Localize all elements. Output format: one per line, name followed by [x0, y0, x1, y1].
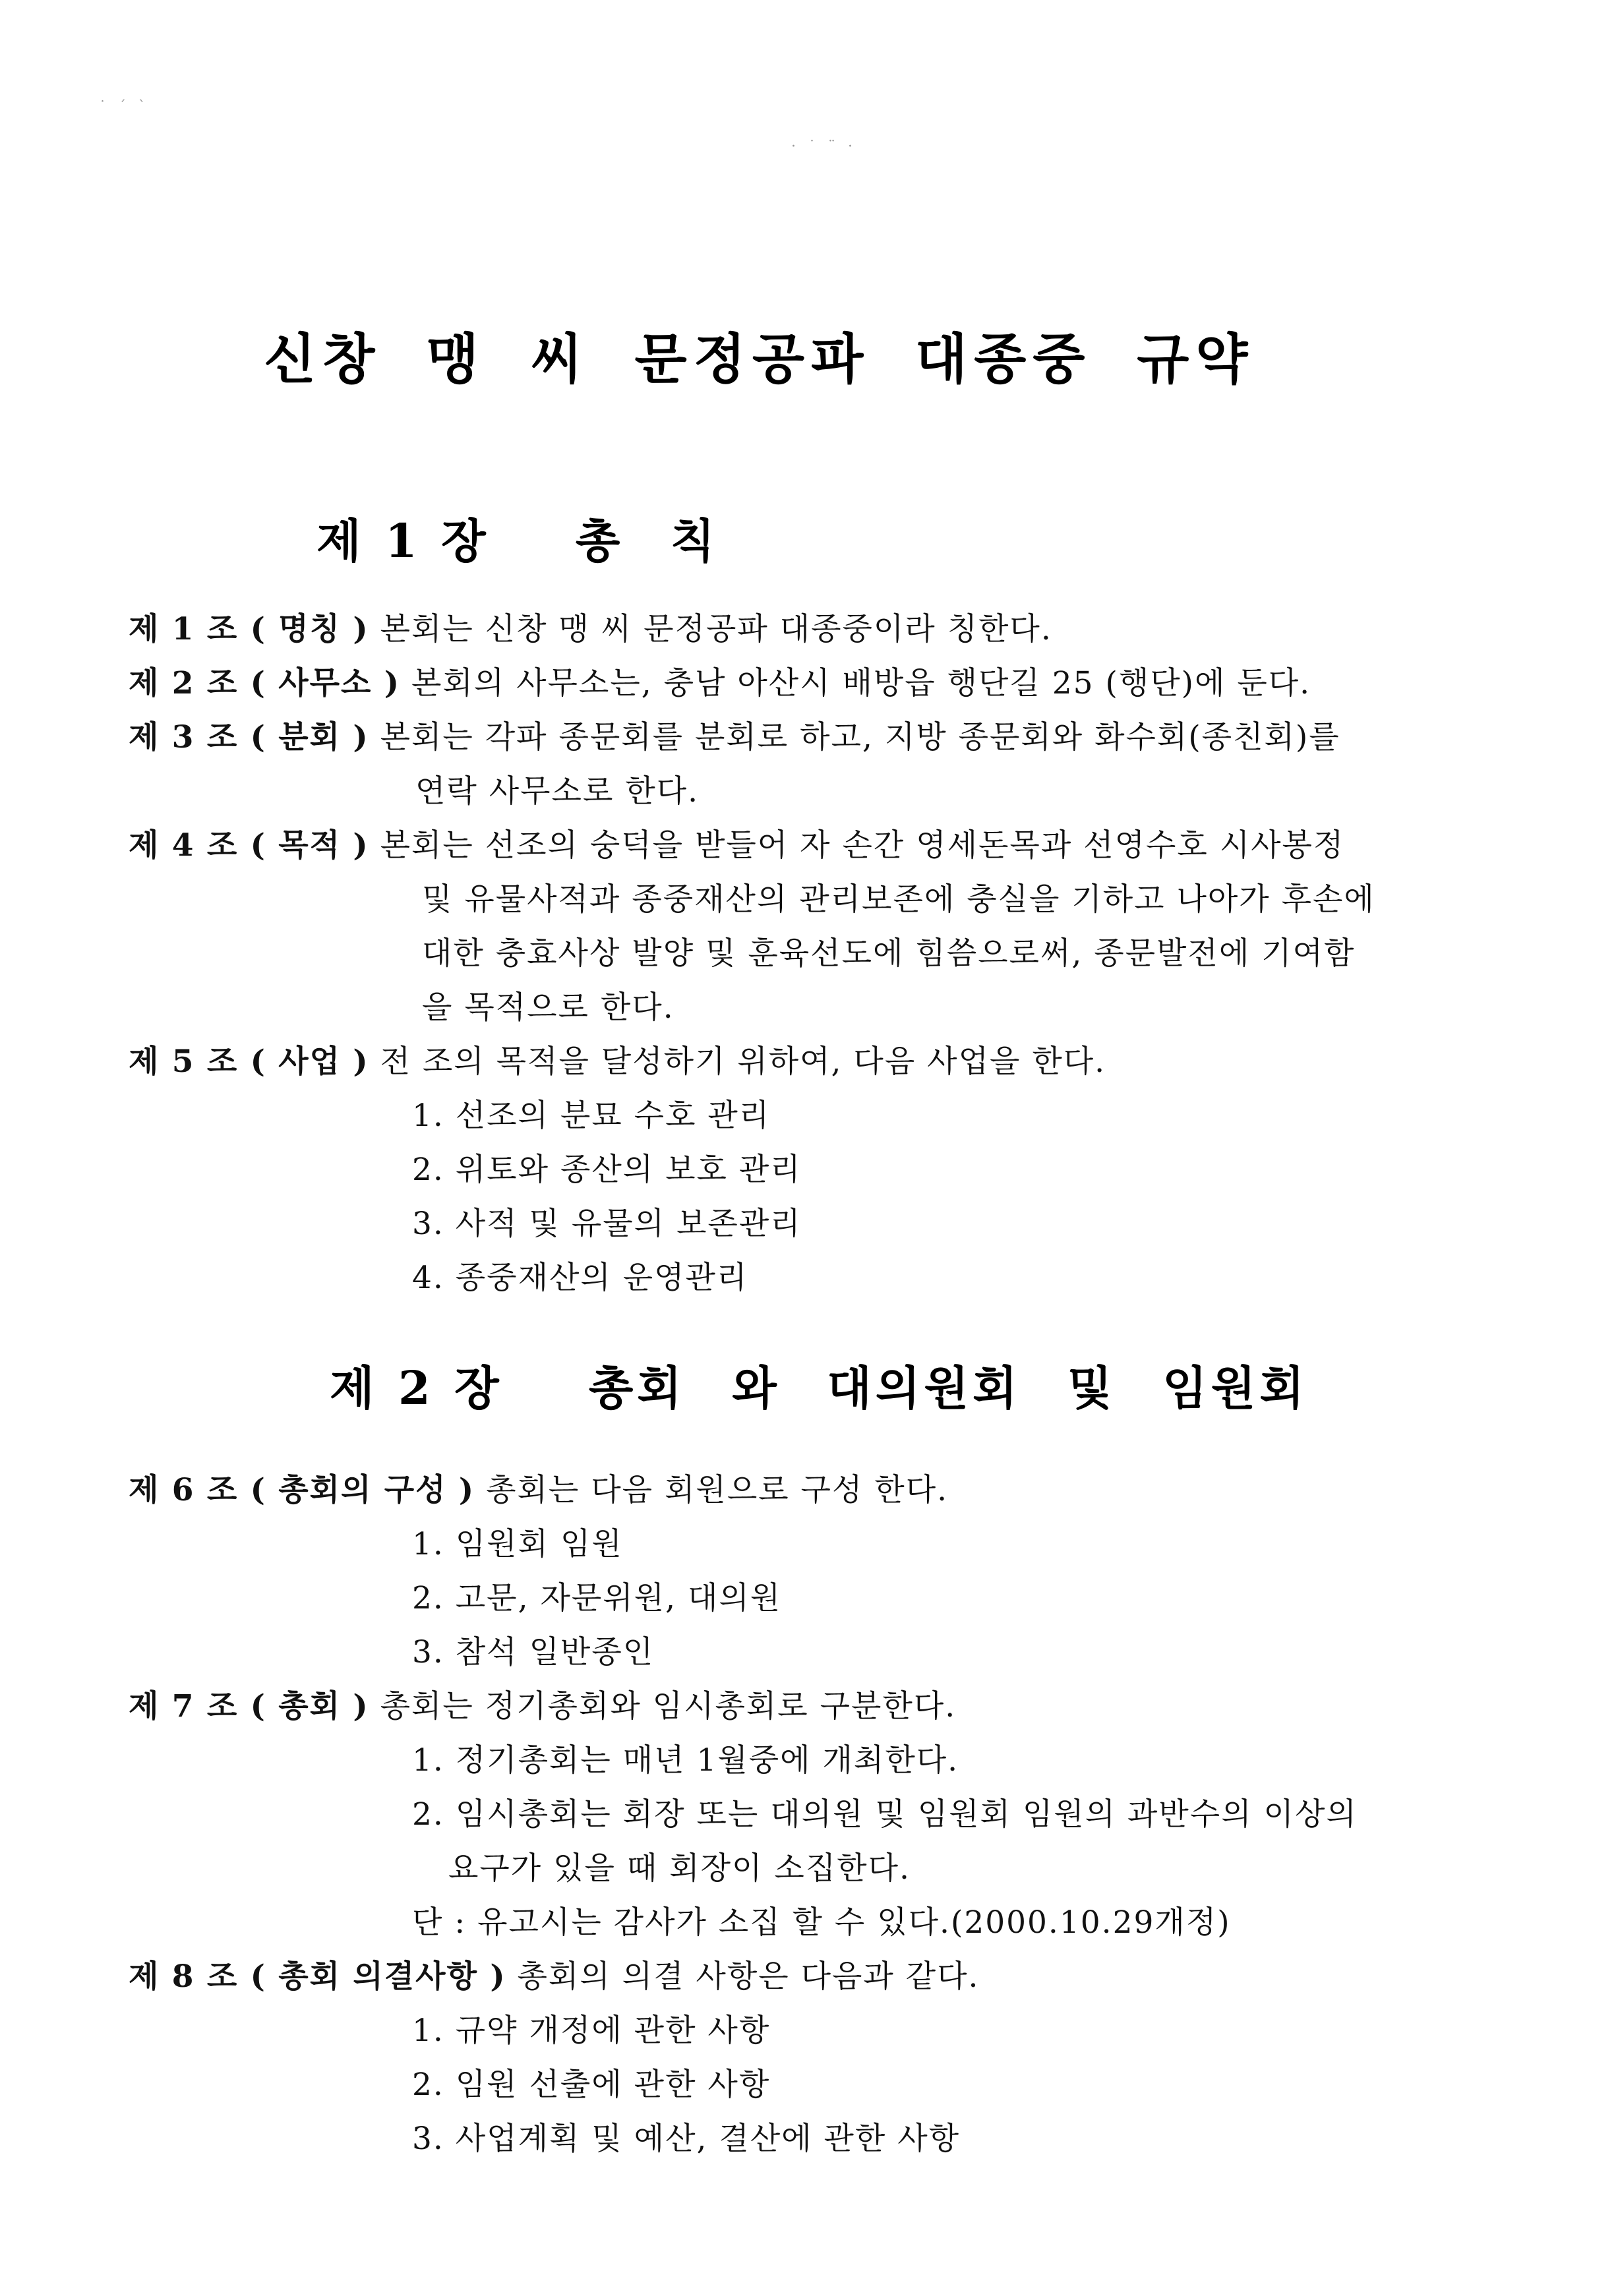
chapter-1-heading [316, 504, 719, 571]
article-1 [129, 610, 1052, 649]
chapter-number: 제 2 장 [330, 1361, 503, 1415]
list-item: 4. 종중재산의 운영관리 [412, 1260, 748, 1296]
list-item: 3. 사업계획 및 예산, 결산에 관한 사항 [412, 2121, 961, 2157]
article-text: 본회는 각파 종문회를 분회로 하고, 지방 종문회와 화수회(종친회)를 [380, 719, 1340, 755]
article-7 [129, 1688, 956, 1726]
chapter-number: 제 1 장 [316, 514, 490, 568]
article-heading: 제 4 조 ( 목적 ) [129, 827, 369, 864]
document-title: 신창 맹 씨 문정공파 대종중 규약 [264, 328, 1255, 391]
list-item: 1. 임원회 임원 [412, 1526, 623, 1562]
article-8 [129, 1958, 979, 1996]
list-item: 3. 사적 및 유물의 보존관리 [412, 1206, 802, 1242]
article-text: 전 조의 목적을 달성하기 위하여, 다음 사업을 한다. [380, 1044, 1106, 1080]
article-2 [129, 664, 1311, 703]
list-item: 2. 위토와 종산의 보호 관리 [412, 1152, 802, 1188]
article-4-continuation: 및 유물사적과 종중재산의 관리보존에 충실을 기하고 나아가 후손에 [422, 881, 1375, 918]
article-6 [129, 1471, 948, 1510]
list-item: 1. 선조의 분묘 수호 관리 [412, 1098, 771, 1134]
article-text: 총회의 의결 사항은 다음과 같다. [517, 1958, 980, 1995]
chapter-title: 총회 와 대의원회 및 임원회 [588, 1361, 1308, 1415]
article-heading: 제 6 조 ( 총회의 구성 ) [129, 1472, 475, 1508]
article-4-continuation: 대한 충효사상 발양 및 훈육선도에 힘씀으로써, 종문발전에 기여함 [422, 935, 1356, 972]
article-heading: 제 5 조 ( 사업 ) [129, 1044, 369, 1080]
list-item: 2. 임시총회는 회장 또는 대의원 및 임원회 임원의 과반수의 이상의 [412, 1796, 1358, 1833]
list-item: 3. 참석 일반종인 [412, 1634, 655, 1670]
article-text: 총회는 정기총회와 임시총회로 구분한다. [380, 1688, 957, 1724]
chapter-title: 총 칙 [575, 514, 719, 568]
article-heading: 제 2 조 ( 사무소 ) [129, 665, 401, 701]
article-4-continuation: 을 목적으로 한다. [422, 989, 674, 1026]
chapter-2-heading [330, 1351, 1308, 1418]
article-3 [129, 719, 1340, 757]
list-item: 1. 규약 개정에 관한 사항 [412, 2013, 771, 2049]
article-text: 총회는 다음 회원으로 구성 한다. [486, 1472, 949, 1508]
scan-specks-top: · ˙ ¨ · [791, 138, 856, 155]
article-5 [129, 1043, 1106, 1081]
scan-specks-left: ˙ ´ ˋ [99, 99, 150, 115]
list-item: 1. 정기총회는 매년 1월중에 개최한다. [412, 1742, 959, 1779]
article-heading: 제 1 조 ( 명칭 ) [129, 611, 369, 647]
article-heading: 제 3 조 ( 분회 ) [129, 719, 369, 755]
list-item: 2. 고문, 자문위원, 대의원 [412, 1580, 782, 1616]
list-item: 2. 임원 선출에 관한 사항 [412, 2067, 771, 2103]
list-item-note: 단 : 유고시는 감사가 소집 할 수 있다.(2000.10.29개정) [412, 1904, 1231, 1941]
article-text: 본회의 사무소는, 충남 아산시 배방읍 행단길 25 (행단)에 둔다. [411, 665, 1311, 701]
article-text: 본회는 선조의 숭덕을 받들어 자 손간 영세돈목과 선영수호 시사봉정 [380, 827, 1345, 864]
article-text: 본회는 신창 맹 씨 문정공파 대종중이라 칭한다. [380, 611, 1052, 647]
list-item-continuation: 요구가 있을 때 회장이 소집한다. [448, 1850, 911, 1887]
article-3-continuation: 연락 사무소로 한다. [415, 773, 700, 809]
article-heading: 제 7 조 ( 총회 ) [129, 1688, 369, 1724]
article-4 [129, 827, 1344, 865]
article-heading: 제 8 조 ( 총회 의결사항 ) [129, 1958, 506, 1995]
